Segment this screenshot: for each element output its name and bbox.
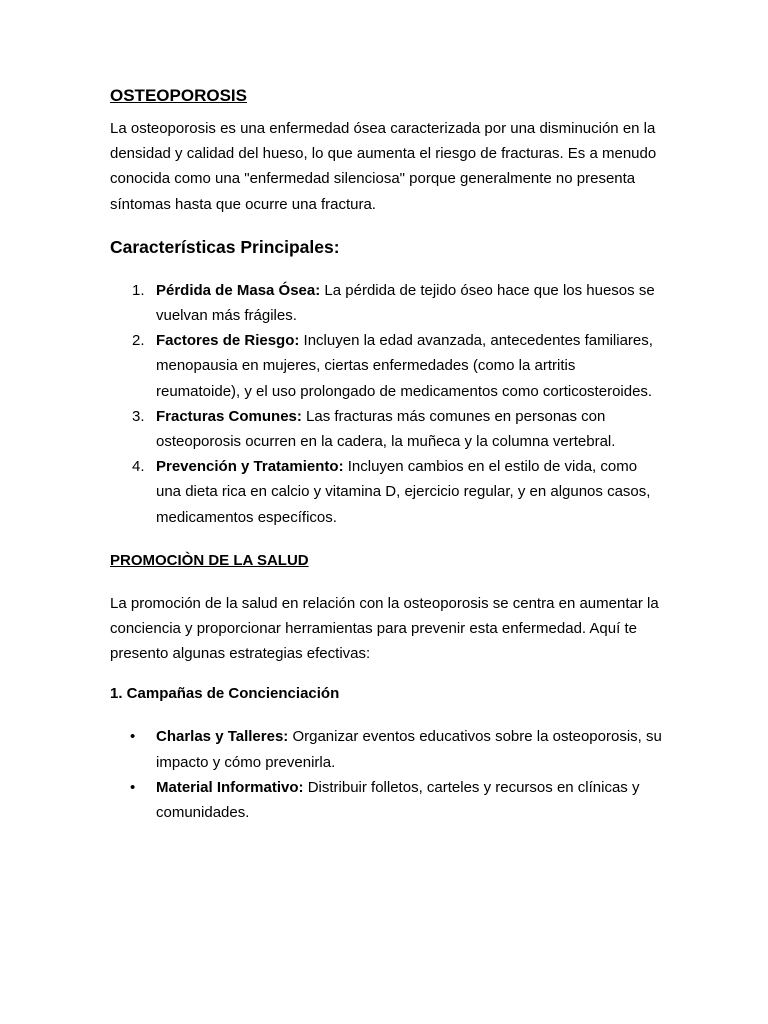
list-item-text: Organizar eventos educativos sobre la osteoporosis, su impacto y cómo prevenirla. [156, 728, 662, 771]
list-item [110, 328, 662, 404]
features-list [110, 278, 662, 530]
list-number: 2. [132, 332, 145, 350]
list-item-text: Incluyen cambios en el estilo de vida, como una dieta rica en calcio y vitamina D, ejercicio regular, y en algunos casos, medicamentos específicos. [156, 458, 651, 526]
list-item [110, 454, 662, 530]
list-item-text: Distribuir folletos, carteles y recursos en clínicas y comunidades. [156, 778, 640, 822]
promotion-paragraph: La promoción de la salud en relación con la osteoporosis se centra en aumentar la conciencia y proporcionar herramientas para prevenir esta enfermedad. Aquí te presento algunas estrategias efectivas: [110, 594, 659, 663]
list-item-term: Factores de Riesgo: [156, 332, 300, 350]
intro-paragraph: La osteoporosis es una enfermedad ósea caracterizada por una disminución en la densidad y calidad del hueso, lo que aumenta el riesgo de fracturas. Es a menudo conocida como una "enfermedad silenciosa" porque generalmente no presenta síntomas hasta que ocurre una fractura. [110, 120, 657, 213]
list-number: 3. [132, 407, 145, 425]
list-item-term: Pérdida de Masa Ósea: [156, 281, 321, 299]
list-number: 4. [132, 458, 145, 476]
strategies-list [110, 724, 662, 825]
list-item-text: Las fracturas más comunes en personas con osteoporosis ocurren en la cadera, la muñeca y la columna vertebral. [156, 407, 616, 451]
list-item-term: Charlas y Talleres: [156, 728, 289, 746]
bullet-icon: • [130, 728, 136, 746]
list-item [110, 724, 662, 774]
list-item-term: Prevención y Tratamiento: [156, 458, 344, 476]
list-item [110, 404, 662, 454]
list-item [110, 278, 662, 328]
promotion-heading: PROMOCIÒN DE LA SALUD [110, 551, 309, 569]
list-item [110, 775, 662, 825]
features-heading: Características Principales: [110, 236, 340, 257]
list-item-term: Material Informativo: [156, 778, 304, 796]
list-item-text: La pérdida de tejido óseo hace que los huesos se vuelvan más frágiles. [156, 281, 655, 325]
list-item-term: Fracturas Comunes: [156, 407, 302, 425]
list-item-text: Incluyen la edad avanzada, antecedentes familiares, menopausia en mujeres, ciertas enfermedades (como la artritis reumatoide), y el uso prolongado de medicamentos como corticosteroides. [156, 332, 653, 400]
document-title: OSTEOPOROSIS [110, 86, 247, 105]
bullet-icon: • [130, 778, 136, 796]
campaigns-heading: 1. Campañas de Concienciación [110, 685, 340, 703]
document-page [110, 86, 662, 825]
list-number: 1. [132, 281, 145, 299]
